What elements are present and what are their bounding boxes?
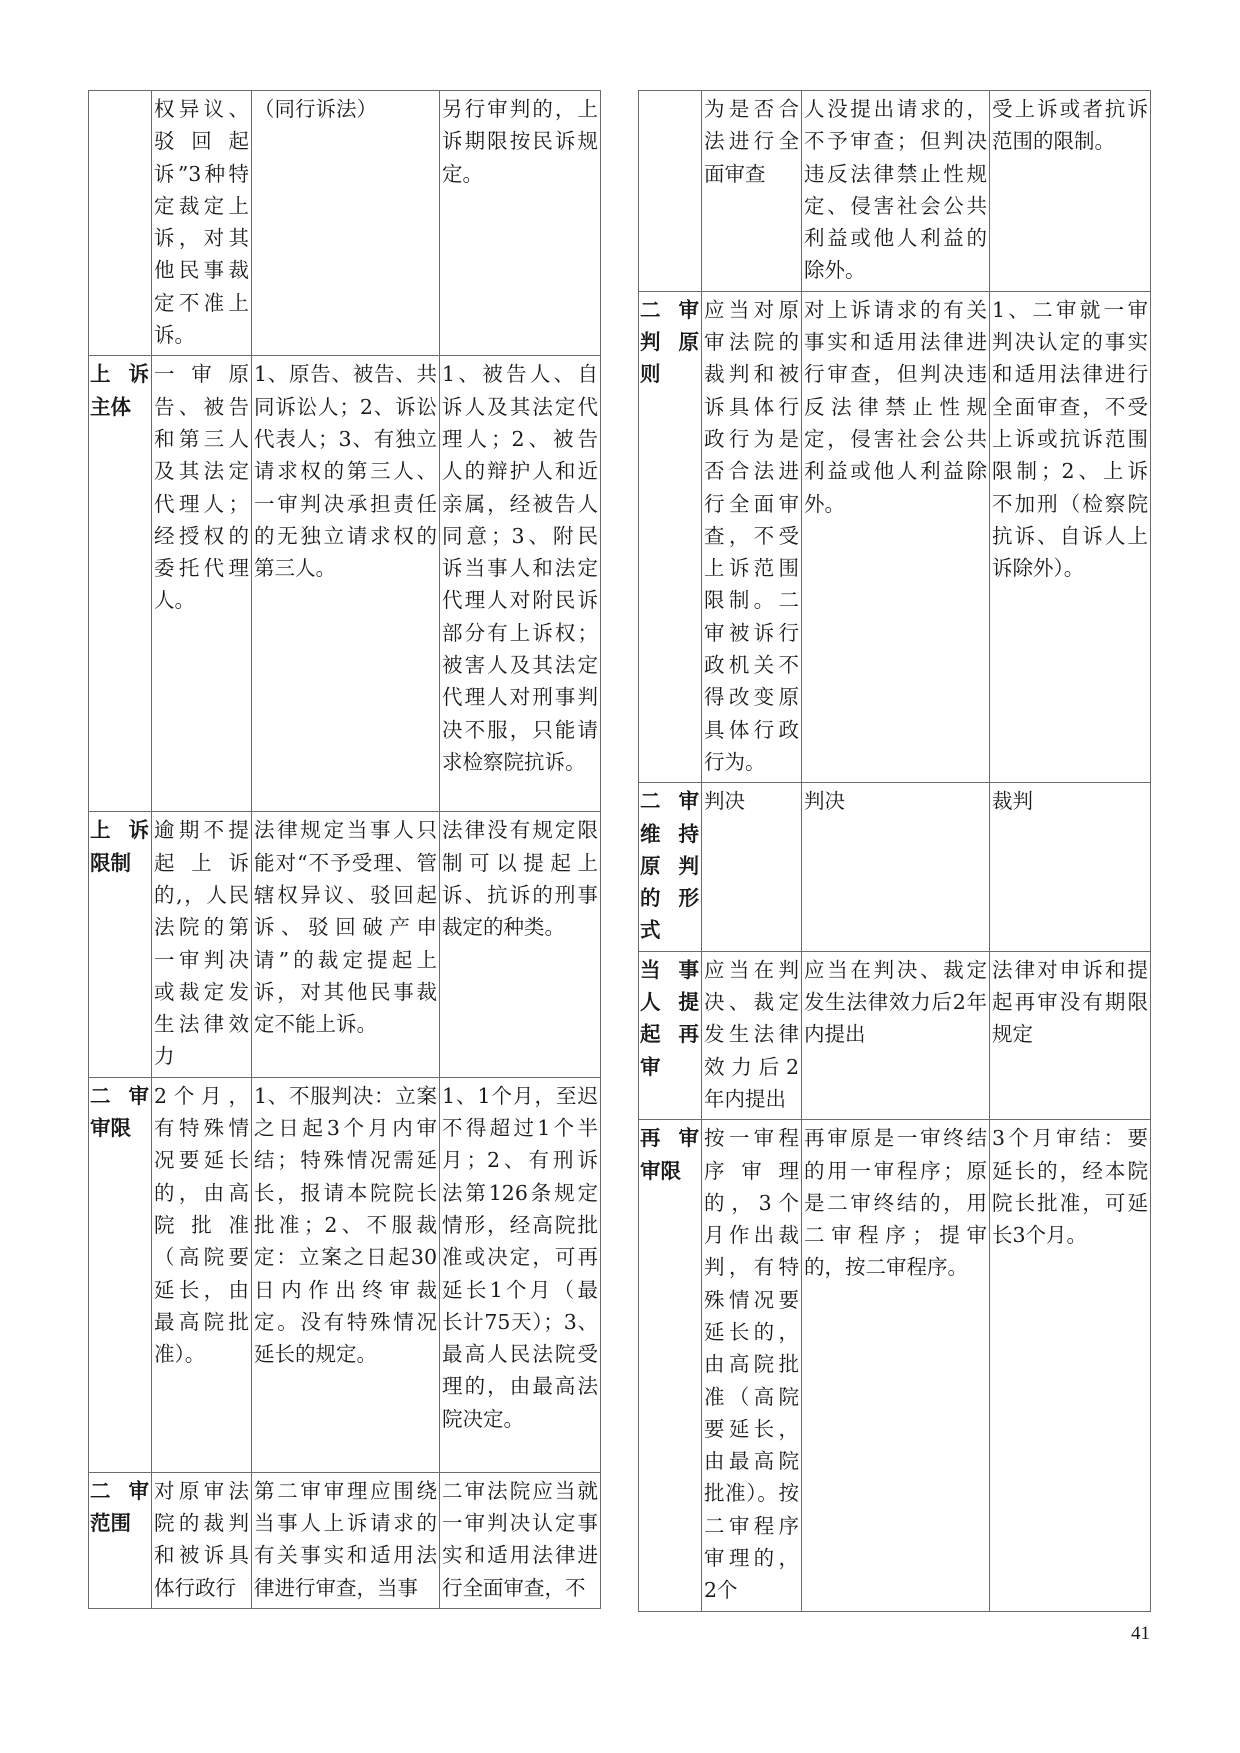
criminal-cell: 3个月审结：要延长的，经本院院长批准，可延长3个月。 (990, 1120, 1151, 1612)
table-row (89, 812, 601, 1077)
administrative-cell: 对原审法院的裁判和被诉具体行政行 (152, 1472, 252, 1608)
page-number: 41 (1131, 1623, 1150, 1644)
civil-cell: 判决 (802, 783, 990, 951)
row-heading: 二审审限 (89, 1077, 152, 1472)
administrative-cell: 按一审程序审理的，3个月作出裁判，有特殊情况要延长的，由高院批准（高院要延长，由最高院批准）。按二审程序审理的，2个 (702, 1120, 802, 1612)
civil-cell: （同行诉法） (252, 91, 440, 356)
administrative-cell: 为是否合法进行全面审查 (702, 91, 802, 292)
comparison-table-left (88, 90, 601, 1609)
table-row (639, 91, 1151, 292)
table-row (639, 291, 1151, 782)
row-heading: 上诉限制 (89, 812, 152, 1077)
civil-cell: 人没提出请求的，不予审查；但判决违反法律禁止性规定、侵害社会公共利益或他人利益的除外。 (802, 91, 990, 292)
civil-cell: 再审原是一审终结的用一审程序；原是二审终结的，用二审程序；提审的，按二审程序。 (802, 1120, 990, 1612)
left-table-column (88, 90, 600, 1609)
administrative-cell: 判决 (702, 783, 802, 951)
civil-cell: 对上诉请求的有关事实和适用法律进行审查，但判决违反法律禁止性规定，侵害社会公共利益或他人利益除外。 (802, 291, 990, 782)
row-heading (639, 91, 702, 292)
row-heading: 二审维持原判的形式 (639, 783, 702, 951)
civil-cell: 1、原告、被告、共同诉讼人；2、诉讼代表人；3、有独立请求权的第三人、一审判决承担责任的无独立请求权的第三人。 (252, 356, 440, 812)
row-heading: 上诉主体 (89, 356, 152, 812)
administrative-cell: 应当在判决、裁定发生法律效力后2年内提出 (702, 951, 802, 1119)
civil-cell: 法律规定当事人只能对“不予受理、管辖权异议、驳回起诉、驳回破产申请”的裁定提起上诉，对其他民事裁定不能上诉。 (252, 812, 440, 1077)
criminal-cell: 法律对申诉和提起再审没有期限规定 (990, 951, 1151, 1119)
criminal-cell: 另行审判的，上诉期限按民诉规定。 (440, 91, 601, 356)
row-heading: 再审审限 (639, 1120, 702, 1612)
criminal-cell: 受上诉或者抗诉范围的限制。 (990, 91, 1151, 292)
table-row (89, 91, 601, 356)
table-row (639, 783, 1151, 951)
civil-cell: 1、不服判决：立案之日起3个月内审结；特殊情况需延长，报请本院院长批准；2、不服裁定：立案之日起30日内作出终审裁定。没有特殊情况延长的规定。 (252, 1077, 440, 1472)
row-heading: 二审判原则 (639, 291, 702, 782)
administrative-cell: 一审原告、被告和第三人及其法定代理人；经授权的委托代理人。 (152, 356, 252, 812)
criminal-cell: 裁判 (990, 783, 1151, 951)
administrative-cell: 应当对原审法院的裁判和被诉具体行政行为是否合法进行全面审查，不受上诉范围限制。二审被诉行政机关不得改变原具体行政行为。 (702, 291, 802, 782)
table-row (639, 1120, 1151, 1612)
row-heading: 当事人提起再审 (639, 951, 702, 1119)
criminal-cell: 1、1个月，至迟不得超过1个半月；2、有刑诉法第126条规定情形，经高院批准或决定，可再延长1个月（最长计75天）；3、最高人民法院受理的，由最高法院决定。 (440, 1077, 601, 1472)
comparison-table-right (638, 90, 1151, 1612)
right-table-column (638, 90, 1150, 1612)
civil-cell: 应当在判决、裁定发生法律效力后2年内提出 (802, 951, 990, 1119)
criminal-cell: 二审法院应当就一审判决认定事实和适用法律进行全面审查，不 (440, 1472, 601, 1608)
criminal-cell: 1、二审就一审判决认定的事实和适用法律进行全面审查，不受上诉或抗诉范围限制；2、上诉不加刑（检察院抗诉、自诉人上诉除外）。 (990, 291, 1151, 782)
criminal-cell: 法律没有规定限制可以提起上诉、抗诉的刑事裁定的种类。 (440, 812, 601, 1077)
table-row (89, 1472, 601, 1608)
administrative-cell: 逾期不提起上诉的,，人民法院的第一审判决或裁定发生法律效力 (152, 812, 252, 1077)
civil-cell: 第二审审理应围绕当事人上诉请求的有关事实和适用法律进行审查，当事 (252, 1472, 440, 1608)
table-row (89, 1077, 601, 1472)
table-row (89, 356, 601, 812)
administrative-cell: 2个月，有特殊情况要延长的，由高院批准（高院要延长，由最高院批准）。 (152, 1077, 252, 1472)
row-heading (89, 91, 152, 356)
row-heading: 二审范围 (89, 1472, 152, 1608)
table-row (639, 951, 1151, 1119)
administrative-cell: 权异议、驳回起诉”3种特定裁定上诉，对其他民事裁定不准上诉。 (152, 91, 252, 356)
criminal-cell: 1、被告人、自诉人及其法定代理人；2、被告人的辩护人和近亲属，经被告人同意；3、附民诉当事人和法定代理人对附民诉部分有上诉权；被害人及其法定代理人对刑事判决不服，只能请求检察院抗诉。 (440, 356, 601, 812)
